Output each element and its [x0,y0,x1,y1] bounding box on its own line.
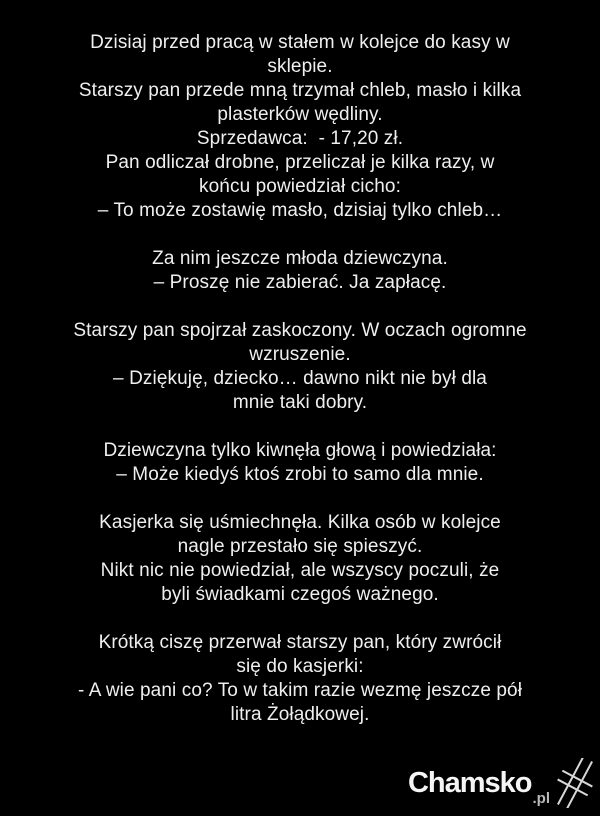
story-line [0,487,600,511]
brand-name: Chamsko [407,766,532,799]
story-line: – To może zostawię masło, dzisiaj tylko chleb… [97,200,503,221]
brand-suffix: .pl [532,790,550,807]
story-line: Dzisiaj przed pracą w stałem w kolejce do kasy w [90,32,510,53]
story-line: Starszy pan spojrzał zaskoczony. W oczach ogromne [73,320,527,341]
story-line: Pan odliczał drobne, przeliczał je kilka razy, w [105,152,495,173]
story-lines [0,31,600,727]
story-line: – Może kiedyś ktoś zrobi to samo dla mnie. [116,464,484,485]
story-line: Dziewczyna tylko kiwnęła głową i powiedziała: [103,440,497,461]
story-line: – Proszę nie zabierać. Ja zapłacę. [153,272,447,293]
story-line: mnie taki dobry. [232,392,368,413]
story-line: Krótką ciszę przerwał starszy pan, który zwrócił [98,632,502,653]
story-text [0,31,600,727]
story-line: litra Żołądkowej. [230,704,370,725]
story-line: Sprzedawca: - 17,20 zł. [196,128,404,149]
story-line: sklepie. [267,56,333,77]
story-line: Starszy pan przede mną trzymał chleb, masło i kilka [78,80,522,101]
story-line: się do kasjerki: [236,656,364,677]
site-watermark [408,758,594,808]
story-line [0,607,600,631]
story-line: plasterków wędliny. [217,104,383,125]
story-line: końcu powiedział cicho: [199,176,401,197]
story-line: Kasjerka się uśmiechnęła. Kilka osób w kolejce [99,512,501,533]
story-line: Za nim jeszcze młoda dziewczyna. [152,248,448,269]
story-line: Nikt nic nie powiedział, ale wszyscy poczuli, że [100,560,500,581]
story-line: byli świadkami czegoś ważnego. [161,584,439,605]
story-line [0,415,600,439]
story-line [0,223,600,247]
story-line: – Dziękuję, dziecko… dawno nikt nie był dla [113,368,487,389]
story-line: - A wie pani co? To w takim razie wezmę jeszcze pół [77,680,523,701]
story-line [0,295,600,319]
story-line: nagle przestało się spieszyć. [177,536,423,557]
crossed-hash-icon [556,758,594,808]
story-line: wzruszenie. [249,344,351,365]
